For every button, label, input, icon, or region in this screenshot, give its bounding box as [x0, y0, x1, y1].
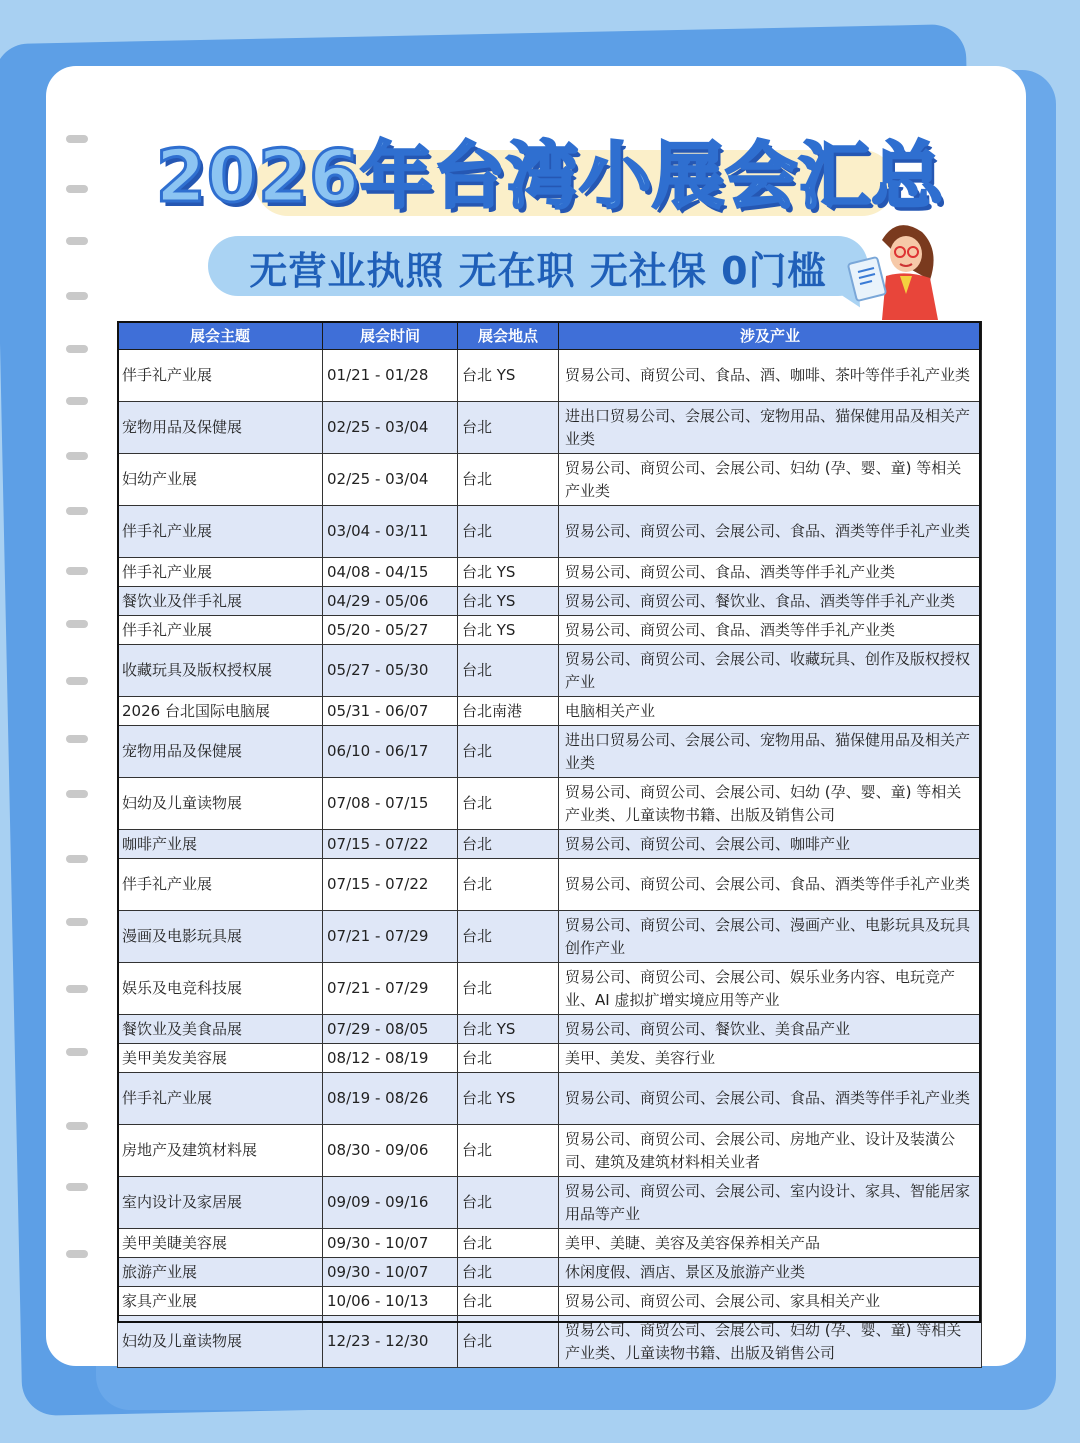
cell-theme: 2026 台北国际电脑展 — [118, 697, 323, 726]
cell-theme: 伴手礼产业展 — [118, 558, 323, 587]
cell-theme: 美甲美睫美容展 — [118, 1229, 323, 1258]
ring-hole — [66, 620, 88, 628]
cell-industry: 贸易公司、商贸公司、会展公司、妇幼 (孕、婴、童) 等相关产业类、儿童读物书籍、出版及销售公司 — [559, 1316, 982, 1368]
ring-hole — [66, 918, 88, 926]
ring-hole — [66, 1250, 88, 1258]
cell-theme: 妇幼及儿童读物展 — [118, 778, 323, 830]
table-header — [118, 322, 982, 350]
table-row — [118, 726, 982, 778]
cell-theme: 收藏玩具及版权授权展 — [118, 645, 323, 697]
cell-place: 台北 — [458, 726, 559, 778]
header-time: 展会时间 — [323, 322, 458, 350]
cell-place: 台北 — [458, 1287, 559, 1316]
cell-place: 台北 YS — [458, 587, 559, 616]
cell-industry: 进出口贸易公司、会展公司、宠物用品、猫保健用品及相关产业类 — [559, 402, 982, 454]
cell-industry: 进出口贸易公司、会展公司、宠物用品、猫保健用品及相关产业类 — [559, 726, 982, 778]
cell-time: 05/20 - 05/27 — [323, 616, 458, 645]
ring-hole — [66, 292, 88, 300]
cell-time: 09/30 - 10/07 — [323, 1258, 458, 1287]
header-theme: 展会主题 — [118, 322, 323, 350]
cell-industry: 贸易公司、商贸公司、会展公司、房地产业、设计及装潢公司、建筑及建筑材料相关业者 — [559, 1125, 982, 1177]
ring-hole — [66, 237, 88, 245]
ring-hole — [66, 397, 88, 405]
cell-place: 台北 — [458, 1229, 559, 1258]
cell-industry: 贸易公司、商贸公司、食品、酒类等伴手礼产业类 — [559, 616, 982, 645]
table-row — [118, 1316, 982, 1368]
cell-time: 05/31 - 06/07 — [323, 697, 458, 726]
ring-hole — [66, 1048, 88, 1056]
cell-industry: 贸易公司、商贸公司、会展公司、收藏玩具、创作及版权授权产业 — [559, 645, 982, 697]
ring-hole — [66, 855, 88, 863]
cell-industry: 贸易公司、商贸公司、会展公司、娱乐业务内容、电玩竞产业、AI 虚拟扩增实境应用等产业 — [559, 963, 982, 1015]
cell-industry: 贸易公司、商贸公司、食品、酒类等伴手礼产业类 — [559, 558, 982, 587]
cell-place: 台北 — [458, 454, 559, 506]
cell-time: 07/29 - 08/05 — [323, 1015, 458, 1044]
ring-hole — [66, 185, 88, 193]
cell-time: 02/25 - 03/04 — [323, 454, 458, 506]
cell-theme: 妇幼产业展 — [118, 454, 323, 506]
cell-place: 台北南港 — [458, 697, 559, 726]
cell-theme: 伴手礼产业展 — [118, 350, 323, 402]
table-row — [118, 697, 982, 726]
cell-industry: 贸易公司、商贸公司、会展公司、食品、酒类等伴手礼产业类 — [559, 1073, 982, 1125]
table-row — [118, 506, 982, 558]
cell-industry: 贸易公司、商贸公司、会展公司、漫画产业、电影玩具及玩具创作产业 — [559, 911, 982, 963]
cell-industry: 电脑相关产业 — [559, 697, 982, 726]
table-row — [118, 645, 982, 697]
table-row — [118, 350, 982, 402]
cell-place: 台北 — [458, 859, 559, 911]
cell-time: 02/25 - 03/04 — [323, 402, 458, 454]
cell-industry: 美甲、美发、美容行业 — [559, 1044, 982, 1073]
cell-theme: 伴手礼产业展 — [118, 1073, 323, 1125]
cell-place: 台北 — [458, 1177, 559, 1229]
cell-time: 07/08 - 07/15 — [323, 778, 458, 830]
cell-industry: 贸易公司、商贸公司、会展公司、咖啡产业 — [559, 830, 982, 859]
ring-hole — [66, 135, 88, 143]
cell-time: 09/09 - 09/16 — [323, 1177, 458, 1229]
table-row — [118, 911, 982, 963]
cell-time: 01/21 - 01/28 — [323, 350, 458, 402]
cell-theme: 宠物用品及保健展 — [118, 726, 323, 778]
ring-hole — [66, 677, 88, 685]
cell-time: 12/23 - 12/30 — [323, 1316, 458, 1368]
cell-time: 04/29 - 05/06 — [323, 587, 458, 616]
cell-time: 07/21 - 07/29 — [323, 911, 458, 963]
table-row — [118, 402, 982, 454]
cell-place: 台北 — [458, 1258, 559, 1287]
cell-time: 08/30 - 09/06 — [323, 1125, 458, 1177]
table-row — [118, 1177, 982, 1229]
cell-place: 台北 YS — [458, 616, 559, 645]
cell-time: 04/08 - 04/15 — [323, 558, 458, 587]
table-row — [118, 1258, 982, 1287]
cell-place: 台北 — [458, 402, 559, 454]
cell-industry: 贸易公司、商贸公司、会展公司、食品、酒类等伴手礼产业类 — [559, 859, 982, 911]
page-title: 2026年台湾小展会汇总 — [155, 134, 945, 218]
cell-time: 08/19 - 08/26 — [323, 1073, 458, 1125]
cell-industry: 贸易公司、商贸公司、食品、酒、咖啡、茶叶等伴手礼产业类 — [559, 350, 982, 402]
cell-place: 台北 — [458, 911, 559, 963]
cell-industry: 贸易公司、商贸公司、会展公司、妇幼 (孕、婴、童) 等相关产业类、儿童读物书籍、出版及销售公司 — [559, 778, 982, 830]
table-row — [118, 1015, 982, 1044]
table-row — [118, 454, 982, 506]
cell-place: 台北 YS — [458, 1073, 559, 1125]
table-row — [118, 1125, 982, 1177]
cell-theme: 室内设计及家居展 — [118, 1177, 323, 1229]
ring-hole — [66, 507, 88, 515]
table-row — [118, 859, 982, 911]
ring-hole — [66, 790, 88, 798]
cell-theme: 旅游产业展 — [118, 1258, 323, 1287]
cell-theme: 咖啡产业展 — [118, 830, 323, 859]
cell-time: 10/06 - 10/13 — [323, 1287, 458, 1316]
cell-theme: 美甲美发美容展 — [118, 1044, 323, 1073]
cell-place: 台北 — [458, 1044, 559, 1073]
cell-theme: 房地产及建筑材料展 — [118, 1125, 323, 1177]
cell-time: 07/21 - 07/29 — [323, 963, 458, 1015]
cell-theme: 伴手礼产业展 — [118, 859, 323, 911]
cell-place: 台北 — [458, 1316, 559, 1368]
cell-industry: 休闲度假、酒店、景区及旅游产业类 — [559, 1258, 982, 1287]
cell-theme: 餐饮业及美食品展 — [118, 1015, 323, 1044]
cell-place: 台北 — [458, 778, 559, 830]
cell-theme: 伴手礼产业展 — [118, 506, 323, 558]
cell-time: 06/10 - 06/17 — [323, 726, 458, 778]
cell-place: 台北 YS — [458, 558, 559, 587]
ring-hole — [66, 1183, 88, 1191]
cell-industry: 美甲、美睫、美容及美容保养相关产品 — [559, 1229, 982, 1258]
cell-place: 台北 — [458, 1125, 559, 1177]
subtitle: 无营业执照 无在职 无社保 0门槛 — [249, 249, 827, 293]
table-row — [118, 830, 982, 859]
table-row — [118, 558, 982, 587]
ring-hole — [66, 735, 88, 743]
cell-industry: 贸易公司、商贸公司、会展公司、妇幼 (孕、婴、童) 等相关产业类 — [559, 454, 982, 506]
cell-theme: 宠物用品及保健展 — [118, 402, 323, 454]
cell-theme: 餐饮业及伴手礼展 — [118, 587, 323, 616]
table-row — [118, 616, 982, 645]
ring-hole — [66, 567, 88, 575]
ring-hole — [66, 345, 88, 353]
ring-hole — [66, 452, 88, 460]
table-row — [118, 1287, 982, 1316]
cell-theme: 家具产业展 — [118, 1287, 323, 1316]
cell-industry: 贸易公司、商贸公司、餐饮业、美食品产业 — [559, 1015, 982, 1044]
cell-industry: 贸易公司、商贸公司、会展公司、家具相关产业 — [559, 1287, 982, 1316]
table-row — [118, 1073, 982, 1125]
cell-theme: 伴手礼产业展 — [118, 616, 323, 645]
ring-hole — [66, 985, 88, 993]
exhibition-table — [117, 321, 982, 1368]
cell-industry: 贸易公司、商贸公司、会展公司、食品、酒类等伴手礼产业类 — [559, 506, 982, 558]
header-place: 展会地点 — [458, 322, 559, 350]
table-row — [118, 1044, 982, 1073]
cell-time: 07/15 - 07/22 — [323, 830, 458, 859]
cell-place: 台北 YS — [458, 1015, 559, 1044]
cell-theme: 娱乐及电竞科技展 — [118, 963, 323, 1015]
cell-time: 07/15 - 07/22 — [323, 859, 458, 911]
cell-industry: 贸易公司、商贸公司、会展公司、室内设计、家具、智能居家用品等产业 — [559, 1177, 982, 1229]
cell-time: 05/27 - 05/30 — [323, 645, 458, 697]
header-industry: 涉及产业 — [559, 322, 982, 350]
cell-industry: 贸易公司、商贸公司、餐饮业、食品、酒类等伴手礼产业类 — [559, 587, 982, 616]
cell-place: 台北 — [458, 506, 559, 558]
table-row — [118, 778, 982, 830]
teacher-illustration-icon — [842, 210, 952, 320]
cell-place: 台北 — [458, 963, 559, 1015]
cell-place: 台北 — [458, 645, 559, 697]
cell-place: 台北 — [458, 830, 559, 859]
cell-theme: 漫画及电影玩具展 — [118, 911, 323, 963]
cell-time: 08/12 - 08/19 — [323, 1044, 458, 1073]
cell-time: 09/30 - 10/07 — [323, 1229, 458, 1258]
cell-time: 03/04 - 03/11 — [323, 506, 458, 558]
table-row — [118, 963, 982, 1015]
ring-hole — [66, 1122, 88, 1130]
cell-theme: 妇幼及儿童读物展 — [118, 1316, 323, 1368]
cell-place: 台北 YS — [458, 350, 559, 402]
table-row — [118, 587, 982, 616]
table-row — [118, 1229, 982, 1258]
